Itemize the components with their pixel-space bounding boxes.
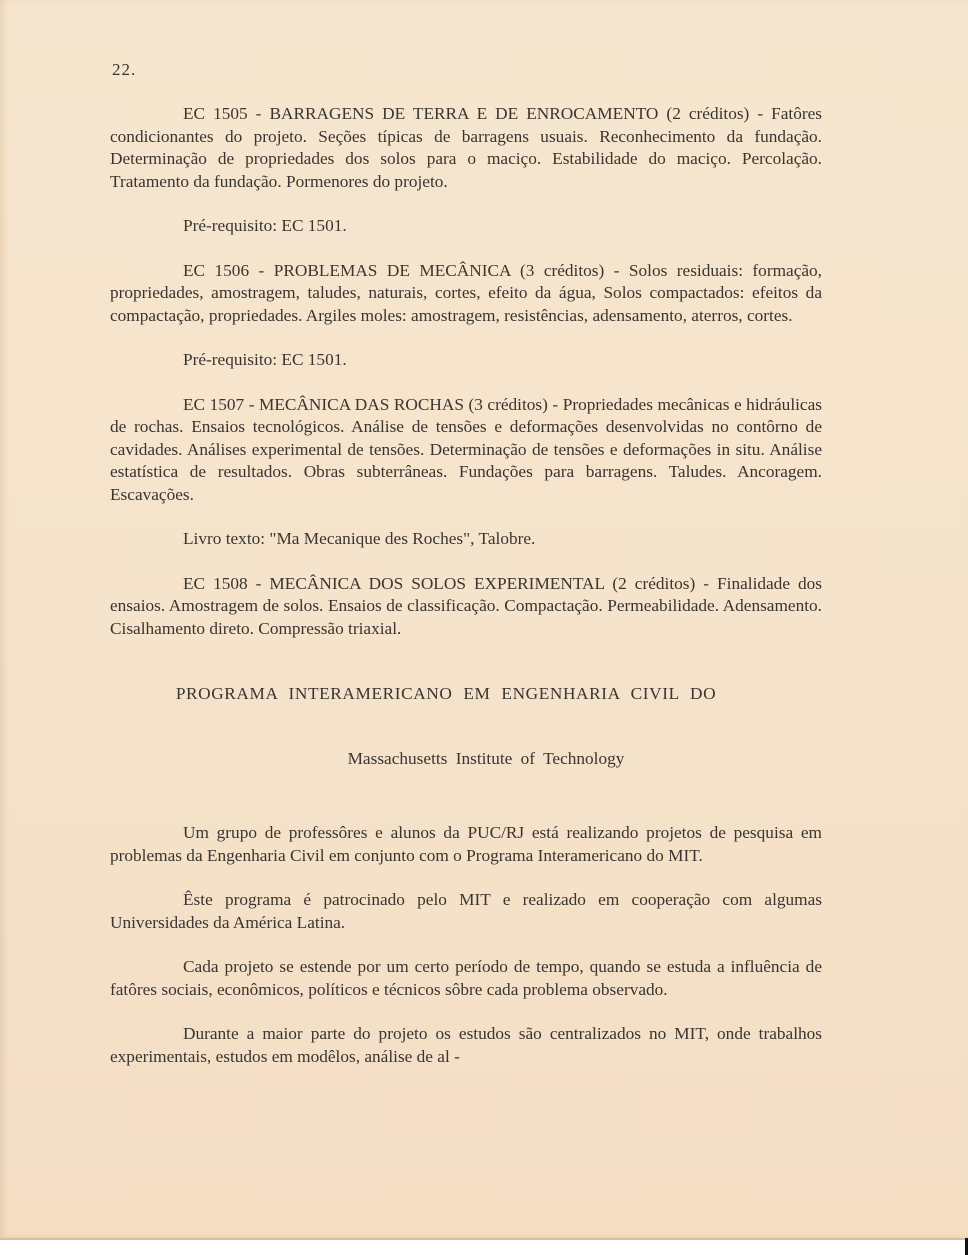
page-content [110, 103, 822, 1090]
course-ec1506 [110, 260, 822, 328]
program-paragraph: Durante a maior parte do projeto os estudos são centralizados no MIT, onde trabalhos experimentais, estudos em modêlos, análise de al - [110, 1024, 822, 1066]
section-subheading: Massachusetts Institute of Technology [347, 748, 625, 768]
course-ec1508 [110, 573, 822, 641]
course-title: EC 1507 - MECÂNICA DAS ROCHAS (3 créditos) [183, 394, 548, 414]
page-number: 22. [112, 60, 137, 79]
course-description: - Finalidade dos ensaios. Amostragem de solos. Ensaios de classificação. Compactação. Permeabilidade. Adensamento. Cisalhamento direto. Compressão triaxial. [110, 573, 823, 638]
course-textbook: Livro texto: "Ma Mecanique des Roches", Talobre. [183, 529, 536, 548]
course-ec1507 [110, 394, 822, 507]
course-description: - Solos residuais: formação, propriedades, amostragem, taludes, naturais, cortes, efeito da água, Solos compactados: efeitos da compactação, propriedades. Argiles moles: amostragem, resistências, adensamento, aterros, cortes. [110, 260, 822, 325]
program-paragraph: Um grupo de professôres e alunos da PUC/RJ está realizando projetos de pesquisa em problemas da Engenharia Civil em conjunto com o Programa Interamericano do MIT. [110, 823, 822, 865]
program-paragraph: Cada projeto se estende por um certo período de tempo, quando se estuda a influência de fatôres sociais, econômicos, políticos e técnicos sôbre cada problema observado. [110, 957, 822, 999]
program-paragraph: Êste programa é patrocinado pelo MIT e realizado em cooperação com algumas Universidades da América Latina. [110, 890, 822, 932]
course-title: EC 1505 - BARRAGENS DE TERRA E DE ENROCAMENTO (2 créditos) [183, 104, 750, 123]
course-title: EC 1506 - PROBLEMAS DE MECÂNICA (3 créditos) [183, 260, 605, 280]
course-description: - Fatôres condicionantes do projeto. Seções típicas de barragens usuais. Reconhecimento da fundação. Determinação de propriedades dos solos para o maciço. Estabilidade do maciço. Percolação. Tratamento da fundação. Pormenores do projeto. [110, 104, 822, 191]
course-prerequisite: Pré-requisito: EC 1501. [183, 216, 347, 235]
course-prerequisite: Pré-requisito: EC 1501. [183, 350, 347, 369]
section-heading: PROGRAMA INTERAMERICANO EM ENGENHARIA CIVIL DO [175, 684, 717, 703]
course-title: EC 1508 - MECÂNICA DOS SOLOS EXPERIMENTAL (2 créditos) [183, 573, 696, 593]
course-ec1505 [110, 103, 822, 193]
course-description: - Propriedades mecânicas e hidráulicas de rochas. Ensaios tecnológicos. Análise de tensões e deformações desenvolvidas no contôrno de cavidades. Análises experimental de tensões. Determinação de tensões e deformações in situ. Análise estatística de resultados. Obras subterrâneas. Fundações para barragens. Taludes. Ancoragem. Escavações. [110, 394, 822, 504]
